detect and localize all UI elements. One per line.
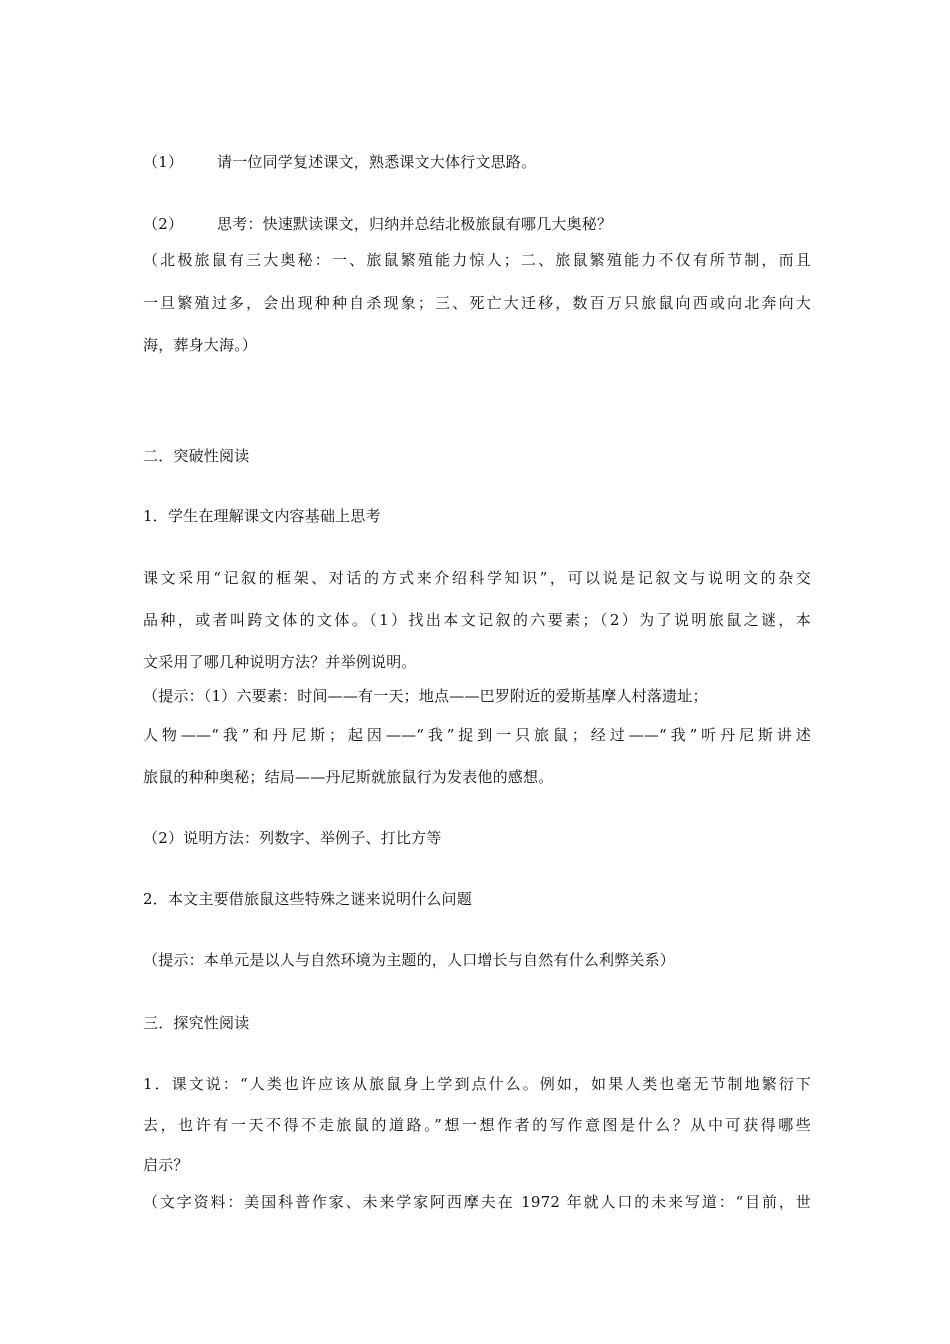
question-line: 1．课文说：“人类也许应该从旅鼠身上学到点什么。例如，如果人类也毫无节制地繁衍下	[143, 1075, 811, 1093]
question-line: 去，也许有一天不得不走旅鼠的道路。”想一想作者的写作意图是什么？从中可获得哪些	[143, 1116, 811, 1134]
list-item-2	[143, 214, 811, 234]
paragraph-line: 文采用了哪几种说明方法？并举例说明。	[143, 653, 417, 671]
paragraph-line: 品种，或者叫跨文体的文体。（1）找出本文记叙的六要素；（2）为了说明旅鼠之谜，本	[143, 611, 811, 629]
paragraph-line: 课文采用“记叙的框架、对话的方式来介绍科学知识”，可以说是记叙文与说明文的杂交	[143, 569, 811, 587]
question-title: 1．学生在理解课文内容基础上思考	[143, 507, 381, 525]
list-item-1	[143, 152, 811, 172]
section-heading: 三．探究性阅读	[143, 1014, 250, 1032]
hint-line: 人物——“我”和丹尼斯；起因——“我”捉到一只旅鼠；经过——“我”听丹尼斯讲述	[143, 726, 811, 744]
section-heading: 二．突破性阅读	[143, 447, 250, 465]
list-item-text: 思考：快速默读课文，归纳并总结北极旅鼠有哪几大奥秘？	[217, 215, 613, 233]
answer-line: 一旦繁殖过多，会出现种种自杀现象；三、死亡大迁移，数百万只旅鼠向西或向北奔向大	[143, 294, 811, 312]
material-line: （文字资料：美国科普作家、未来学家阿西摩夫在 1972 年就人口的未来写道：“目前，世	[143, 1193, 811, 1211]
answer-line: （北极旅鼠有三大奥秘：一、旅鼠繁殖能力惊人；二、旅鼠繁殖能力不仅有所节制，而且	[143, 251, 811, 269]
question-line: 启示？	[143, 1156, 189, 1174]
hint-line: （提示：本单元是以人与自然环境为主题的，人口增长与自然有什么利弊关系）	[143, 951, 676, 969]
question-title: 2．本文主要借旅鼠这些特殊之谜来说明什么问题	[143, 890, 472, 908]
hint-line: 旅鼠的种种奥秘；结局——丹尼斯就旅鼠行为发表他的感想。	[143, 768, 554, 786]
list-item-text: 请一位同学复述课文，熟悉课文大体行文思路。	[217, 153, 537, 171]
list-item-number: （2）	[143, 215, 184, 233]
hint-line: （提示：（1）六要素：时间——有一天；地点——巴罗附近的爱斯基摩人村落遗址；	[143, 687, 708, 705]
hint-line: （2）说明方法：列数字、举例子、打比方等	[143, 829, 442, 847]
list-item-number: （1）	[143, 153, 184, 171]
answer-line: 海，葬身大海。）	[143, 336, 258, 354]
